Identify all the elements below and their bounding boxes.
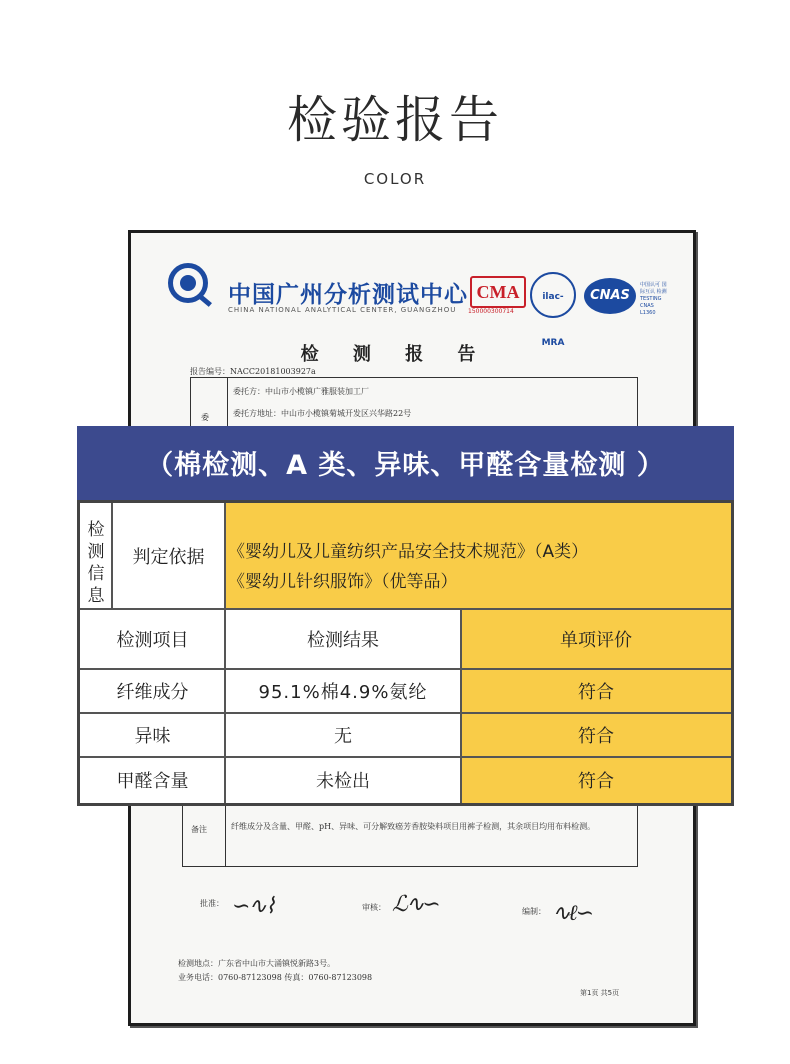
cnas-side-text: 中国认可 国际互认 检测 TESTING CNAS L1360 bbox=[640, 282, 667, 316]
grid-line bbox=[224, 503, 226, 803]
approver-signature: ∽∿⌇ bbox=[232, 894, 274, 919]
header-result: 检测结果 bbox=[307, 630, 379, 651]
test-scope-banner: （棉检测、A 类、异味、甲醛含量检测 ） bbox=[77, 426, 734, 502]
test-address: 检测地点：广东省中山市大涌镇悦新路3号。 bbox=[178, 959, 336, 968]
editor-label: 编制： bbox=[522, 907, 546, 916]
row-item: 异味 bbox=[134, 726, 171, 747]
results-table bbox=[77, 500, 734, 806]
client-address: 委托方地址：中山市小榄镇菊城开发区兴华路22号 bbox=[233, 409, 412, 418]
report-number: 报告编号：NACC20181003927a bbox=[190, 367, 316, 376]
reviewer-label: 审核： bbox=[362, 903, 386, 912]
client-info-box bbox=[190, 377, 638, 431]
client-label: 委 bbox=[201, 413, 209, 422]
header-rating: 单项评价 bbox=[461, 609, 731, 669]
row-item: 纤维成分 bbox=[116, 682, 189, 703]
grid-line bbox=[460, 609, 462, 803]
client-name: 委托方：中山市小榄镇广雅服装加工厂 bbox=[233, 387, 369, 396]
row-item: 甲醛含量 bbox=[116, 771, 189, 792]
row-rating: 符合 bbox=[461, 669, 731, 713]
row-rating: 符合 bbox=[461, 713, 731, 757]
grid-line bbox=[80, 712, 731, 714]
center-name: 中国广州分析测试中心 bbox=[228, 281, 468, 308]
basis-label: 判定依据 bbox=[132, 547, 205, 568]
report-doc-title: 检 测 报 告 bbox=[300, 344, 490, 365]
nacc-logo-core-icon bbox=[180, 275, 196, 291]
row-result: 未检出 bbox=[316, 771, 370, 792]
grid-line bbox=[80, 756, 731, 758]
client-divider bbox=[227, 378, 228, 430]
row-rating: 符合 bbox=[461, 757, 731, 803]
grid-line bbox=[80, 608, 731, 610]
ilac-mra-mark-icon: ilac-MRA bbox=[530, 272, 576, 318]
page-number: 第1页 共5页 bbox=[580, 989, 620, 997]
basis-line-1: 《婴幼儿及儿童纺织产品安全技术规范》（A类） bbox=[228, 542, 589, 562]
grid-line bbox=[111, 503, 113, 609]
center-name-en: CHINA NATIONAL ANALYTICAL CENTER, GUANGZHOU bbox=[228, 306, 457, 314]
note-text: 纤维成分及含量、甲醛、pH、异味、可分解致癌芳香胺染料项目用裤子检测，其余项目均用布料检测。 bbox=[231, 822, 596, 831]
editor-signature: ∿ℓ∽ bbox=[552, 901, 593, 926]
cma-number: 150000300714 bbox=[468, 308, 514, 315]
reviewer-signature: ℒ∿∽ bbox=[392, 892, 439, 917]
page-subtitle: COLOR bbox=[363, 170, 427, 188]
basis-line-2: 《婴幼儿针织服饰》（优等品） bbox=[228, 572, 458, 592]
cma-mark-icon: CMA bbox=[470, 276, 526, 308]
cnas-mark-icon: CNAS bbox=[584, 278, 636, 314]
approver-label: 批准： bbox=[200, 899, 224, 908]
contact-phone: 业务电话：0760-87123098 传真：0760-87123098 bbox=[178, 973, 373, 982]
info-label: 检测信息 bbox=[87, 520, 105, 606]
row-result: 无 bbox=[334, 726, 352, 747]
page-title: 检验报告 bbox=[287, 91, 503, 149]
row-result: 95.1%棉4.9%氨纶 bbox=[258, 682, 428, 703]
note-box bbox=[182, 805, 638, 867]
note-label: 备注 bbox=[191, 825, 207, 834]
grid-line bbox=[80, 668, 731, 670]
note-divider bbox=[225, 806, 226, 866]
header-item: 检测项目 bbox=[116, 630, 189, 651]
